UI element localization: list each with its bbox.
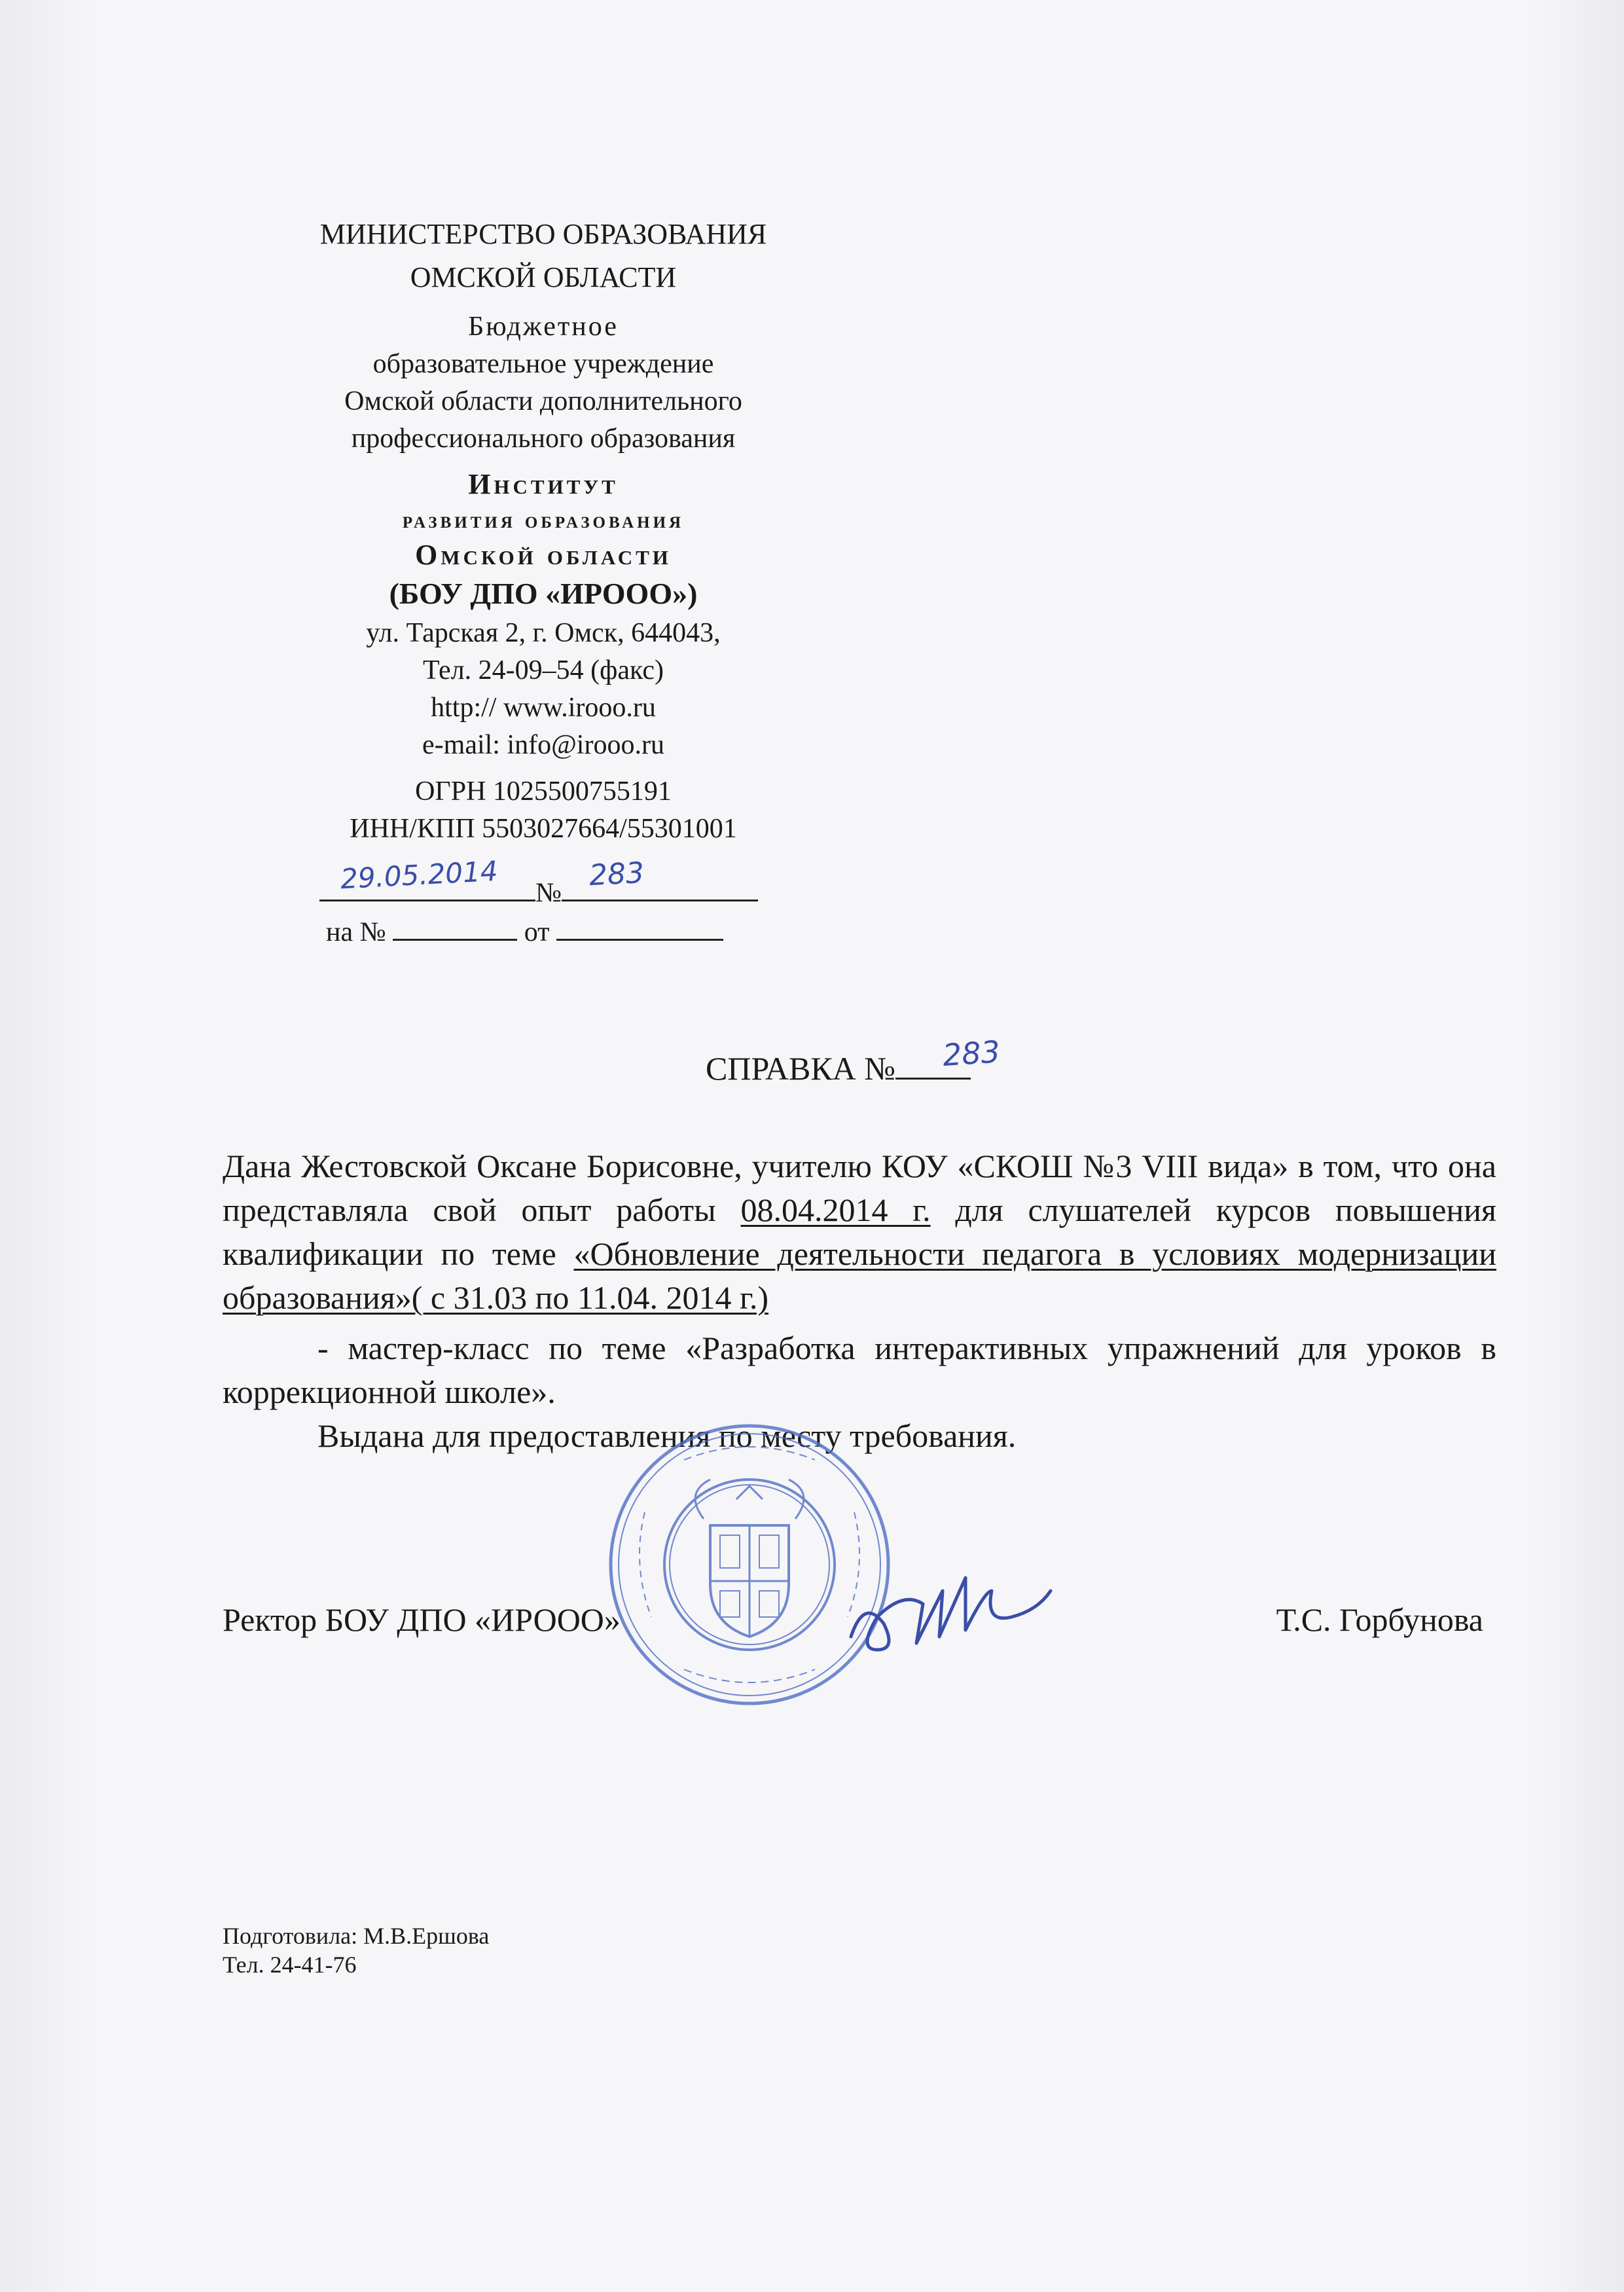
document-title [706, 1047, 971, 1087]
body-p1-start: Дана Жестовской Оксане Борисовне, учителю КОУ «СКОШ №3 VIII вида» в том, что она представляла свой опыт работы [223, 1148, 1496, 1228]
prepared-phone: Тел. 24-41-76 [223, 1952, 357, 1978]
inn-kpp: ИНН/КПП 5503027664/55301001 [350, 814, 737, 844]
org-line-1: образовательное учреждение [372, 349, 714, 379]
ogrn: ОГРН 1025500755191 [415, 776, 672, 807]
reference-line [326, 910, 723, 948]
address: ул. Тарская 2, г. Омск, 644043, [366, 618, 721, 648]
prepared-by: Подготовила: М.В.Ершова [223, 1923, 490, 1949]
ministry-line-2: ОМСКОЙ ОБЛАСТИ [410, 261, 677, 293]
presentation-date: 08.04.2014 г. [740, 1191, 931, 1228]
handwritten-date: 29.05.2014 [339, 854, 499, 896]
handwritten-signature-icon [844, 1558, 1060, 1676]
course-topic: «Обновление деятельности педагога в условиях модернизации образования»( с 31.03 по 11.04. 2014 г.) [223, 1235, 1497, 1316]
institute-line-1: Институт [468, 468, 619, 500]
reference-date-blank [556, 910, 723, 941]
signatory-name: Т.С. Горбунова [1276, 1601, 1483, 1638]
number-sign: № [535, 878, 562, 908]
reference-from: от [524, 917, 550, 947]
prepared-by-block [223, 1921, 489, 1979]
org-type: Бюджетное [468, 312, 619, 342]
org-line-3: профессионального образования [351, 424, 736, 454]
body-p1-middle: для слушателей курсов повышения квалификации по теме [223, 1191, 1496, 1272]
institute-line-3: Омской области [415, 539, 672, 571]
ministry-line-1: МИНИСТЕРСТВО ОБРАЗОВАНИЯ [319, 218, 767, 250]
handwritten-title-number: 283 [941, 1034, 1001, 1073]
title-text: СПРАВКА № [706, 1050, 895, 1087]
institute-abbreviation: (БОУ ДПО «ИРООО») [389, 577, 698, 610]
body-paragraph-2: - мастер-класс по теме «Разработка интерактивных упражнений для уроков в коррекционной школе». [223, 1330, 1496, 1410]
signatory-position: Ректор БОУ ДПО «ИРООО» [223, 1601, 621, 1638]
reference-number-blank [393, 910, 517, 941]
org-line-2: Омской области дополнительного [344, 386, 742, 416]
website: http:// www.irooo.ru [431, 693, 656, 723]
handwritten-number: 283 [588, 856, 645, 893]
phone-fax: Тел. 24-09–54 (факс) [423, 655, 664, 685]
body-paragraph-3: Выдана для предоставления по месту требования. [317, 1417, 1017, 1454]
body-paragraph-1 [223, 1144, 1496, 1320]
certificate-body [223, 1144, 1496, 1458]
letterhead [249, 213, 838, 848]
reference-prefix: на № [326, 917, 386, 947]
institute-line-2: развития образования [402, 507, 685, 533]
email: e-mail: info@irooo.ru [422, 730, 664, 760]
